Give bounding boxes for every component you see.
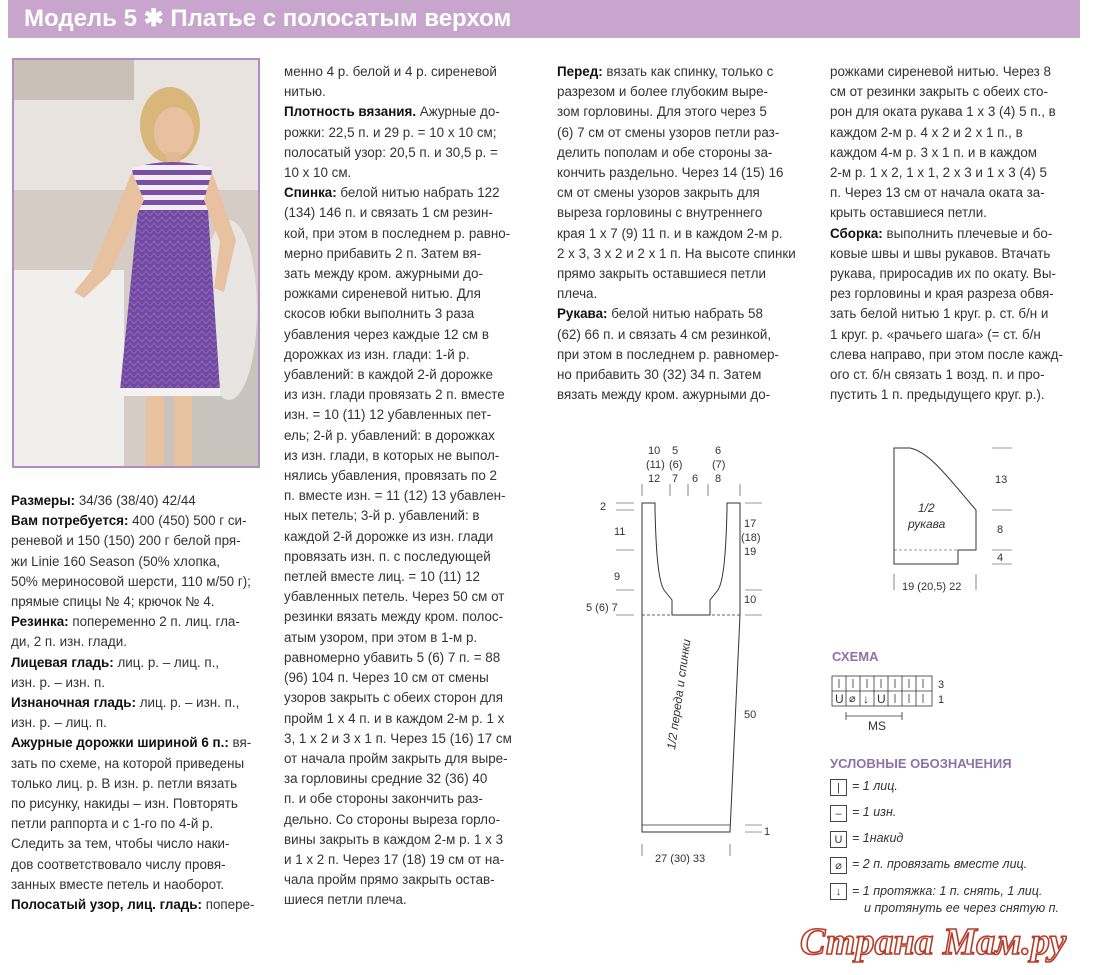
svg-text:U: U (835, 692, 844, 706)
label: 8 (715, 473, 722, 485)
legend-text: = 1 протяжка: 1 п. снять, 1 лиц. (852, 884, 1043, 898)
text-line: слева направо, при этом после кажд- (830, 346, 1063, 362)
text-line: пройм 1 х 4 п. и в каждом 2-м р. 1 х (284, 710, 505, 726)
text-line: скосов юбки выполнить 3 раза (284, 306, 475, 322)
text-line: пустить 1 п. предыдущего круг. р.). (830, 387, 1045, 403)
text-line: по рисунку, накиды – изн. Повторять (11, 796, 238, 812)
text-line: каждом 2-м р. 4 х 2 и 2 х 1 п., в (830, 124, 1023, 140)
text-line: вязать между кром. ажурными до- (557, 387, 771, 403)
text-line: (6) 7 см от смены узоров петли раз- (557, 124, 780, 140)
stitch-chart (830, 672, 960, 736)
body-right-labels (741, 518, 770, 838)
legend-text-2: и протянуть ее через снятую п. (864, 901, 1060, 915)
svg-text:⌀: ⌀ (849, 693, 856, 705)
text-line: каждом 4-м р. 3 х 1 п. и в каждом (830, 144, 1037, 160)
label: 19 (744, 546, 757, 558)
text-line: изн. р. – лиц. п. (11, 715, 107, 731)
text-line: от начала пройм закрыть для выре- (284, 750, 508, 766)
text-line: п. и обе стороны закончить раз- (284, 791, 483, 807)
text-column-2 (284, 62, 534, 911)
text-line: Рукава: белой нитью набрать 58 (557, 306, 763, 322)
text-line: Полосатый узор, лиц. гладь: попере- (11, 897, 255, 913)
text-line: каждой 2-й дорожке из изн. глади (284, 528, 494, 544)
body-caption: 1/2 переда и спинки (664, 638, 694, 751)
text-line: шиеся петли плеча. (284, 892, 407, 908)
body-bottom-label: 27 (30) 33 (655, 853, 706, 865)
label: 12 (648, 473, 661, 485)
text-line: 2-м р. 1 х 2, 1 х 1, 2 х 3 и 1 х 3 (4) 5 (830, 165, 1047, 181)
text-line: провязать изн. п. с последующей (284, 548, 491, 564)
label: 2 (600, 501, 607, 513)
text-column-4 (830, 62, 1082, 405)
text-line: 10 х 10 см. (284, 165, 352, 181)
text-line: кой, при этом в последнем р. равно- (284, 225, 511, 241)
body-top-labels (646, 445, 725, 485)
text-line: Лицевая гладь: лиц. р. – лиц. п., (11, 654, 220, 670)
label: 1 (764, 826, 771, 838)
label: 50 (744, 709, 757, 721)
label: 6 (692, 473, 699, 485)
text-line: плеча. (557, 286, 598, 302)
text-line: рожками сиреневой нитью. Через 8 (830, 64, 1051, 79)
text-line: петли раппорта и с 1-го по 4-й р. (11, 816, 214, 832)
knit-stitch-icon: | (830, 779, 847, 796)
text-line: Ажурные дорожки шириной 6 п.: вя- (11, 735, 252, 751)
label: 10 (648, 445, 661, 457)
sleeve-pattern-diagram (880, 440, 1080, 600)
text-line: крыть оставшиеся петли. (830, 205, 987, 221)
text-line: петлей вместе лиц. = 10 (11) 12 (284, 569, 481, 585)
text-line: менно 4 р. белой и 4 р. сиреневой (284, 64, 497, 79)
svg-text:U: U (877, 692, 886, 706)
text-line: мерно прибавить 2 п. Затем вя- (284, 245, 482, 261)
legend-item (830, 831, 903, 848)
text-line: реневой и 150 (150) 200 г белой пря- (11, 533, 241, 549)
text-line: убавлений: в каждой 2-й дорожке (284, 367, 493, 383)
text-line: резинки вязать между кром. полос- (284, 609, 504, 625)
text-line: из изн. глади провязать 2 п. вместе (284, 387, 505, 403)
text-line: зать между кром. ажурными до- (284, 266, 483, 282)
text-line: узоров закрыть с обеих сторон для (284, 690, 503, 706)
text-line: ель; 2-й р. убавлений: в дорожках (284, 427, 495, 443)
page-title: Модель 5 ✱ Платье с полосатым верхом (24, 5, 512, 32)
label: 5 (672, 445, 679, 457)
text-line: зом горловины. Для этого через 5 (557, 104, 767, 120)
watermark-logo: Страна Мам.ру (800, 921, 1067, 963)
label: 5 (6) 7 (586, 602, 618, 614)
text-line: нитью. (284, 84, 326, 100)
label: 13 (995, 474, 1008, 486)
text-line: рожками сиреневой нитью. Для (284, 286, 481, 302)
text-column-1 (11, 491, 261, 915)
ms-label: MS (868, 719, 886, 733)
label: (18) (741, 532, 761, 544)
legend-title: УСЛОВНЫЕ ОБОЗНАЧЕНИЯ (830, 756, 1012, 771)
text-line: рожки: 22,5 п. и 29 р. = 10 х 10 см; (284, 124, 497, 140)
text-line: ого ст. б/н связать 1 возд. п. и про- (830, 367, 1045, 383)
text-line: равномерно убавить 5 (6) 7 п. = 88 (284, 649, 501, 665)
text-line: прямо закрыть оставшиеся петли (557, 266, 766, 282)
text-line: см от смены узоров закрыть для (557, 185, 760, 201)
text-line: 2 х 3, 3 х 2 и 2 х 1 п. На высоте спинки (557, 245, 796, 261)
text-line: рез горловины и края разреза обвя- (830, 286, 1054, 302)
text-line: изн. р. – изн. п. (11, 674, 105, 690)
label: 11 (614, 526, 626, 538)
model-photo (12, 58, 260, 468)
legend-text: = 1накид (852, 831, 904, 845)
legend-item (830, 857, 1027, 874)
text-line: 3, 1 х 2 и 3 х 1 п. Через 15 (16) 17 см (284, 730, 512, 746)
text-line: прямые спицы № 4; крючок № 4. (11, 594, 215, 610)
legend-text: = 1 лиц. (852, 779, 898, 793)
body-left-labels (586, 501, 625, 614)
text-line: дорожках из изн. глади: 1-й р. (284, 346, 470, 362)
svg-text:↓: ↓ (863, 692, 869, 706)
text-line: зать белой нитью 1 круг. р. ст. б/н и (830, 306, 1049, 322)
label: 10 (744, 594, 757, 606)
schema-row-label: 1 (938, 694, 945, 706)
text-line: Перед: вязать как спинку, только с (557, 64, 774, 79)
text-line: рукава, приросадив их по окату. Вы- (830, 266, 1056, 282)
text-line: только лиц. р. В изн. р. петли вязать (11, 775, 238, 791)
text-line: п. Через 13 см от начала оката за- (830, 185, 1045, 201)
sleeve-bottom-label: 19 (20,5) 22 (902, 581, 962, 593)
text-line: Изнаночная гладь: лиц. р. – изн. п., (11, 695, 240, 711)
legend-item (830, 883, 1059, 917)
label: (7) (712, 459, 726, 471)
text-line: Сборка: выполнить плечевые и бо- (830, 225, 1053, 241)
text-line: делить пополам и обе стороны за- (557, 144, 773, 160)
label: 4 (997, 552, 1004, 564)
text-line: зать по схеме, на которой приведены (11, 755, 245, 771)
text-line: атым узором, при этом в 1-м р. (284, 629, 478, 645)
text-line: занных вместе петель и наоборот. (11, 876, 225, 892)
sleeve-caption-1: 1/2 (918, 501, 935, 515)
text-line: нялись убавления, провязать по 2 (284, 468, 497, 484)
text-line: Плотность вязания. Ажурные до- (284, 104, 500, 120)
yarn-over-icon: U (830, 831, 847, 848)
text-line: вины закрыть в каждом 2-м р. 1 х 3 (284, 831, 504, 847)
text-line: (96) 104 п. Через 10 см от смены (284, 670, 489, 686)
text-line: убавленных петель. Через 50 см от (284, 589, 505, 605)
k2tog-icon: ⌀ (830, 857, 847, 874)
text-line: но прибавить 30 (32) 34 п. Затем (557, 367, 762, 383)
text-line: Размеры: 34/36 (38/40) 42/44 (11, 493, 196, 508)
label: (11) (646, 459, 665, 471)
header-band (8, 0, 1080, 38)
text-line: ных петель; 3-й р. убавлений: в (284, 508, 480, 524)
text-line: рон для оката рукава 1 х 3 (4) 5 п., в (830, 104, 1056, 120)
text-column-3 (557, 62, 807, 405)
text-line: дельно. Со стороны выреза горло- (284, 811, 501, 827)
legend-item (830, 805, 896, 822)
text-line: Следить за тем, чтобы число наки- (11, 836, 230, 852)
label: 8 (997, 524, 1004, 536)
pass-over-icon: ↓ (830, 883, 847, 900)
legend-item (830, 779, 898, 796)
body-pattern-diagram (580, 440, 790, 870)
dress-model-illustration (14, 60, 260, 468)
text-line: выреза горловины с внутреннего (557, 205, 763, 221)
text-line: убавления через каждые 12 см в (284, 326, 489, 342)
text-line: изн. = 10 (11) 12 убавленных пет- (284, 407, 492, 423)
label: 7 (672, 473, 679, 485)
text-line: жи Linie 160 Season (50% хлопка, (11, 553, 221, 569)
text-line: чала пройм прямо закрыть остав- (284, 872, 495, 888)
text-line: Резинка: попеременно 2 п. лиц. гла- (11, 614, 240, 630)
text-line: 1 круг. р. «рачьего шага» (= ст. б/н (830, 326, 1041, 342)
label: (6) (669, 459, 683, 471)
text-line: Спинка: белой нитью набрать 122 (284, 185, 500, 201)
purl-stitch-icon: – (830, 805, 847, 822)
text-line: ди, 2 п. изн. глади. (11, 634, 127, 650)
legend-text-block (852, 883, 1059, 917)
schema-title: СХЕМА (832, 649, 879, 664)
text-line: разрезом и более глубоким выре- (557, 84, 769, 100)
text-line: см от резинки закрыть с обеих сто- (830, 84, 1048, 100)
text-line: за горловины средние 32 (36) 40 (284, 771, 488, 787)
legend-text: = 1 изн. (852, 805, 897, 819)
text-line: Вам потребуется: 400 (450) 500 г си- (11, 513, 247, 529)
legend-text: = 2 п. провязать вместе лиц. (852, 857, 1028, 871)
text-line: и 1 х 2 п. Через 17 (18) 19 см от на- (284, 851, 505, 867)
text-line: полосатый узор: 20,5 п. и 30,5 р. = (284, 144, 498, 160)
label: 9 (614, 571, 621, 583)
text-line: (62) 66 п. и связать 4 см резинкой, (557, 326, 772, 342)
text-line: при этом в последнем р. равномер- (557, 346, 779, 362)
text-line: кончить раздельно. Через 14 (15) 16 (557, 165, 784, 181)
text-line: ковые швы и швы рукавов. Втачать (830, 245, 1051, 261)
label: 17 (744, 518, 757, 530)
schema-row-label: 3 (938, 679, 945, 691)
label: 6 (715, 445, 722, 457)
text-line: 50% мериносовой шерсти, 110 м/50 г); (11, 573, 251, 589)
text-line: (134) 146 п. и связать 1 см резин- (284, 205, 493, 221)
text-line: края 1 х 7 (9) 11 п. и в каждом 2-м р. (557, 225, 783, 241)
text-line: дов соответствовало числу провя- (11, 856, 226, 872)
text-line: из изн. глади, в которых не выпол- (284, 447, 500, 463)
sleeve-caption-2: рукава (908, 517, 946, 531)
text-line: п. вместе изн. = 11 (12) 13 убавлен- (284, 488, 506, 504)
